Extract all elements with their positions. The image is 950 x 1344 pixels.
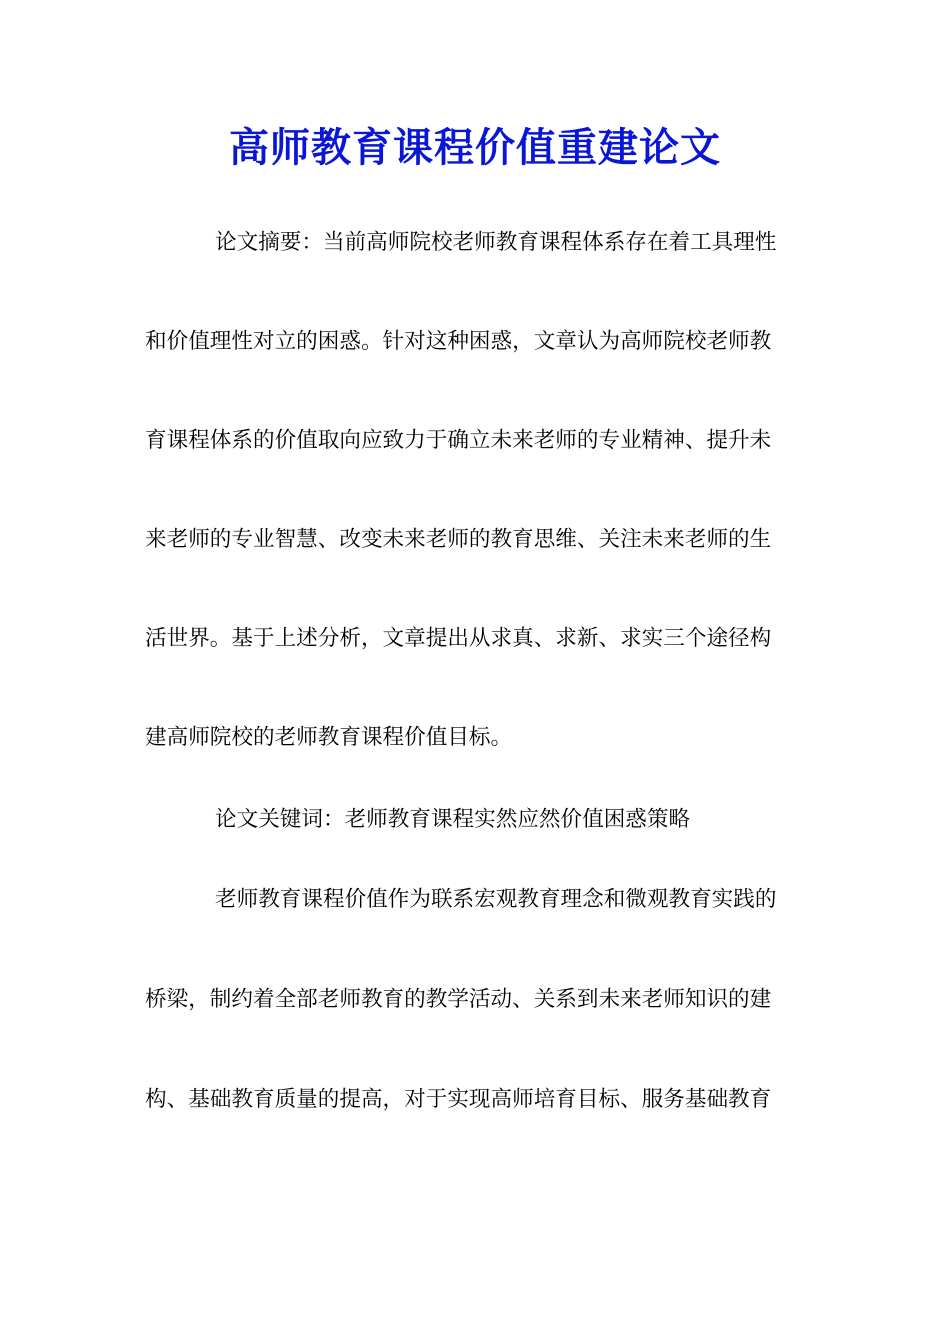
abstract-line-3: 育课程体系的价值取向应致力于确立未来老师的专业精神、提升未	[145, 428, 772, 453]
abstract-line-4: 来老师的专业智慧、改变未来老师的教育思维、关注未来老师的生	[145, 527, 772, 552]
abstract-line-5: 活世界。基于上述分析，文章提出从求真、求新、求实三个途径构	[145, 626, 772, 651]
abstract-line-2: 和价值理性对立的困惑。针对这种困惑，文章认为高师院校老师教	[145, 329, 772, 354]
document-title: 高师教育课程价值重建论文	[229, 124, 721, 171]
abstract-line-6: 建高师院校的老师教育课程价值目标。	[145, 725, 513, 750]
keywords-line: 论文关键词：老师教育课程实然应然价值困惑策略	[215, 807, 691, 832]
body-line-2: 桥梁，制约着全部老师教育的教学活动、关系到未来老师知识的建	[145, 987, 772, 1012]
body-line-3: 构、基础教育质量的提高，对于实现高师培育目标、服务基础教育	[145, 1087, 772, 1112]
body-line-1: 老师教育课程价值作为联系宏观教育理念和微观教育实践的	[215, 887, 777, 912]
abstract-line-1: 论文摘要：当前高师院校老师教育课程体系存在着工具理性	[215, 230, 777, 255]
